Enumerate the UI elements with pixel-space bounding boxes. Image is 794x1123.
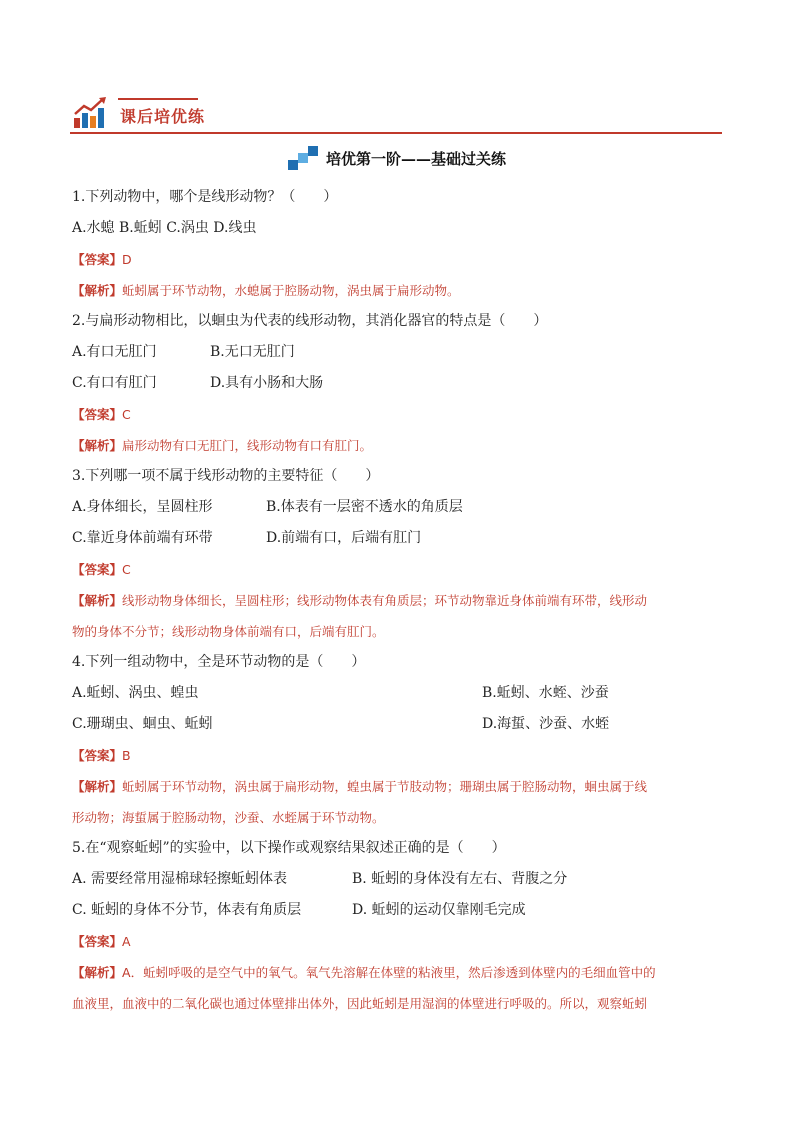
question-options-row	[72, 337, 724, 368]
question-list	[72, 182, 724, 1019]
explanation-label: 【解析】	[72, 593, 123, 608]
explanation-text: 蚯蚓属于环节动物，水螅属于腔肠动物，涡虫属于扁形动物。	[122, 283, 460, 298]
question-options-row	[72, 709, 724, 740]
answer-row	[72, 926, 724, 957]
explanation-label: 【解析】	[72, 438, 123, 453]
explanation-continuation: 物的身体不分节；线形动物身体前端有口，后端有肛门。	[72, 624, 385, 639]
question-options-row	[72, 523, 724, 554]
option-b: B.蚯蚓、水蛭、沙蚕	[482, 685, 609, 701]
answer-row	[72, 244, 724, 275]
answer-label: 【答案】	[72, 407, 123, 422]
option-b: B.体表有一层密不透水的角质层	[266, 499, 463, 515]
option-d: D.海蜇、沙蚕、水蛭	[482, 716, 610, 732]
explanation-row	[72, 275, 724, 306]
answer-row	[72, 554, 724, 585]
answer-row	[72, 740, 724, 771]
section-title	[288, 146, 506, 170]
explanation-label: 【解析】	[72, 283, 123, 298]
explanation-row	[72, 585, 724, 616]
option-a: A.蚯蚓、涡虫、蝗虫	[72, 685, 199, 701]
section-title-text: 培优第一阶——基础过关练	[325, 149, 506, 168]
option-c: C.珊瑚虫、蛔虫、蚯蚓	[72, 716, 213, 732]
growth-chart-icon	[72, 96, 108, 130]
answer-label: 【答案】	[72, 252, 123, 267]
explanation-text: A．蚯蚓呼吸的是空气中的氧气。氧气先溶解在体壁的粘液里，然后渗透到体壁内的毛细血管中的	[122, 965, 656, 980]
header-bottom-rule	[70, 132, 722, 134]
section-title-row	[0, 146, 794, 176]
option-a: A.有口无肛门	[72, 344, 157, 360]
option-d: D.具有小肠和大肠	[210, 375, 324, 391]
header-top-rule	[118, 98, 198, 100]
explanation-label: 【解析】	[72, 965, 123, 980]
steps-icon	[288, 146, 320, 170]
answer-value: B	[122, 748, 131, 763]
option-c: C. 蚯蚓的身体不分节，体表有角质层	[72, 902, 302, 918]
question-options-row	[72, 895, 724, 926]
answer-label: 【答案】	[72, 562, 123, 577]
answer-row	[72, 399, 724, 430]
option-a: A. 需要经常用湿棉球轻擦蚯蚓体表	[72, 871, 288, 887]
page-header	[70, 94, 722, 134]
question-stem: 3.下列哪一项不属于线形动物的主要特征（ ）	[72, 468, 380, 484]
question-options-row	[72, 864, 724, 895]
explanation-text: 蚯蚓属于环节动物，涡虫属于扁形动物，蝗虫属于节肢动物；珊瑚虫属于腔肠动物，蛔虫属于线	[122, 779, 648, 794]
option-b: B.无口无肛门	[210, 344, 295, 360]
question-options-row	[72, 492, 724, 523]
question-stem: 5.在“观察蚯蚓”的实验中，以下操作或观察结果叙述正确的是（ ）	[72, 840, 506, 856]
option-c: C.靠近身体前端有环带	[72, 530, 213, 546]
explanation-text: 线形动物身体细长，呈圆柱形；线形动物体表有角质层；环节动物靠近身体前端有环带，线形动	[122, 593, 648, 608]
option-b: B. 蚯蚓的身体没有左右、背腹之分	[352, 871, 568, 887]
option-a: A.身体细长，呈圆柱形	[72, 499, 213, 515]
explanation-text: 扁形动物有口无肛门，线形动物有口有肛门。	[122, 438, 373, 453]
question-options-row	[72, 368, 724, 399]
question-options-row	[72, 678, 724, 709]
answer-label: 【答案】	[72, 748, 123, 763]
explanation-row	[72, 430, 724, 461]
question-stem: 2.与扁形动物相比，以蛔虫为代表的线形动物，其消化器官的特点是（ ）	[72, 313, 548, 329]
explanation-label: 【解析】	[72, 779, 123, 794]
explanation-continuation: 血液里，血液中的二氧化碳也通过体壁排出体外，因此蚯蚓是用湿润的体壁进行呼吸的。所以，观察蚯蚓	[72, 996, 648, 1011]
option-d: D.前端有口，后端有肛门	[266, 530, 422, 546]
question-stem: 1.下列动物中，哪个是线形动物？（ ）	[72, 189, 338, 205]
question-stem: 4.下列一组动物中，全是环节动物的是（ ）	[72, 654, 366, 670]
answer-value: A	[122, 934, 131, 949]
option-d: D. 蚯蚓的运动仅靠刚毛完成	[352, 902, 526, 918]
answer-value: D	[122, 252, 132, 267]
answer-label: 【答案】	[72, 934, 123, 949]
header-title: 课后培优练	[120, 107, 206, 126]
question-options: A.水螅 B.蚯蚓 C.涡虫 D.线虫	[72, 220, 257, 236]
answer-value: C	[122, 407, 131, 422]
answer-value: C	[122, 562, 131, 577]
explanation-row	[72, 771, 724, 802]
option-c: C.有口有肛门	[72, 375, 157, 391]
explanation-row	[72, 957, 724, 988]
explanation-continuation: 形动物；海蜇属于腔肠动物，沙蚕、水蛭属于环节动物。	[72, 810, 385, 825]
